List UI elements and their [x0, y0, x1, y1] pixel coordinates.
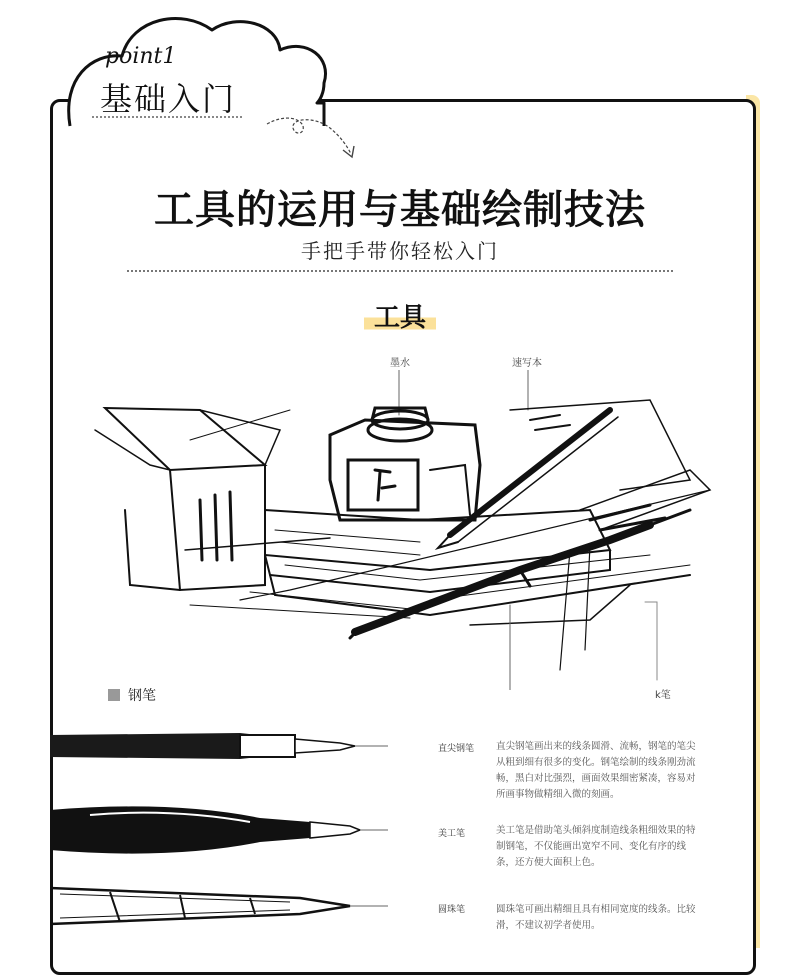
intro-label: 基础入门: [100, 80, 237, 118]
pen-section-heading: [108, 685, 156, 705]
callout-pen-partial: k笔: [655, 690, 671, 701]
pen-desc-straight: 直尖钢笔画出来的线条圆滑、流畅，钢笔的笔尖从粗到细有很多的变化。钢笔绘制的线条刚劲流畅，黑白对比强烈，画面效果细密紧凑，容易对所画事物做精细入微的刻画。: [496, 741, 696, 800]
page-title: 工具的运用与基础绘制技法: [154, 186, 646, 233]
page-subtitle: 手把手带你轻松入门: [301, 239, 499, 263]
tools-sketch-illustration: [90, 370, 720, 690]
square-bullet-icon: [108, 689, 120, 701]
section-heading: [0, 297, 800, 334]
pen-name-straight: 直尖钢笔: [438, 744, 475, 754]
section-heading-text: 工具: [364, 297, 436, 334]
curly-arrow-icon: [265, 110, 365, 165]
pen-desc-art: 美工笔是借助笔头倾斜度制造线条粗细效果的特制钢笔，不仅能画出宽窄不同、变化有序的线条，还方便大面积上色。: [496, 825, 696, 868]
straight-nib-pen-illustration: [50, 725, 390, 770]
art-pen-illustration: [50, 800, 390, 860]
pen-section-label: 钢笔: [128, 688, 156, 704]
intro-underline: [92, 116, 242, 118]
point-label: point1: [105, 44, 177, 69]
pen-name-art: 美工笔: [438, 829, 466, 839]
pen-name-ballpoint: 圆珠笔: [438, 905, 466, 915]
dotted-divider: [127, 270, 673, 272]
pen-desc-ballpoint: 圆珠笔可画出精细且具有相同宽度的线条。比较滑，不建议初学者使用。: [496, 904, 696, 931]
callout-ink: 墨水: [390, 358, 410, 369]
ballpoint-pen-illustration: [50, 880, 390, 930]
callout-sketchbook: 速写本: [512, 358, 542, 369]
